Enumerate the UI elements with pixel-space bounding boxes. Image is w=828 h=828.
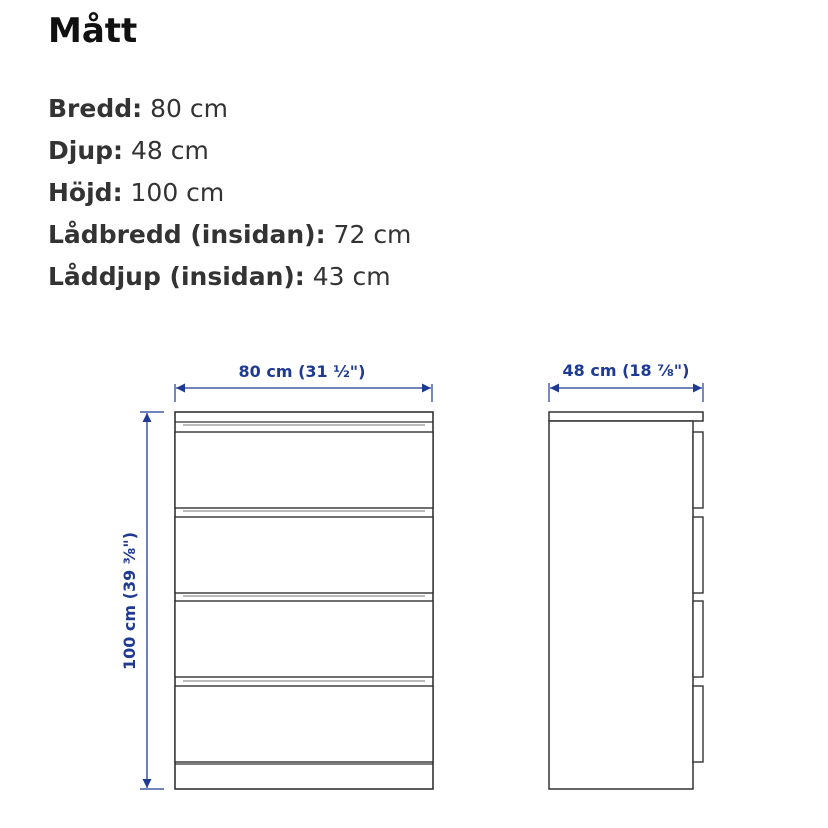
drawer-front-2 [175, 517, 433, 593]
drawer-side-1 [693, 432, 703, 508]
side-top-panel [549, 412, 703, 421]
spec-value-drawer-depth: 43 cm [304, 262, 391, 291]
page-title: Mått [48, 11, 138, 51]
spec-value-depth: 48 cm [123, 136, 209, 165]
height-dimension-label: 100 cm (39 ⅜") [120, 531, 139, 671]
spec-value-drawer-width: 72 cm [325, 220, 412, 249]
width-dimension-label: 80 cm (31 ½") [238, 362, 366, 381]
depth-dimension-label: 48 cm (18 ⅞") [562, 361, 690, 380]
dresser-body-side [549, 421, 693, 789]
drawer-side-4 [693, 686, 703, 762]
drawer-side-3 [693, 601, 703, 677]
spec-label-drawer-depth: Låddjup (insidan): [48, 262, 305, 291]
spec-value-width: 80 cm [142, 94, 228, 123]
spec-value-height: 100 cm [122, 178, 225, 207]
spec-label-drawer-width: Lådbredd (insidan): [48, 220, 326, 249]
drawer-front-4 [175, 686, 433, 762]
spec-label-height: Höjd: [48, 178, 123, 207]
front-view [120, 362, 433, 789]
spec-label-depth: Djup: [48, 136, 124, 165]
side-view [549, 361, 703, 789]
drawer-front-3 [175, 601, 433, 677]
drawer-front-1 [175, 432, 433, 508]
spec-label-width: Bredd: [48, 94, 143, 123]
drawer-side-2 [693, 517, 703, 593]
